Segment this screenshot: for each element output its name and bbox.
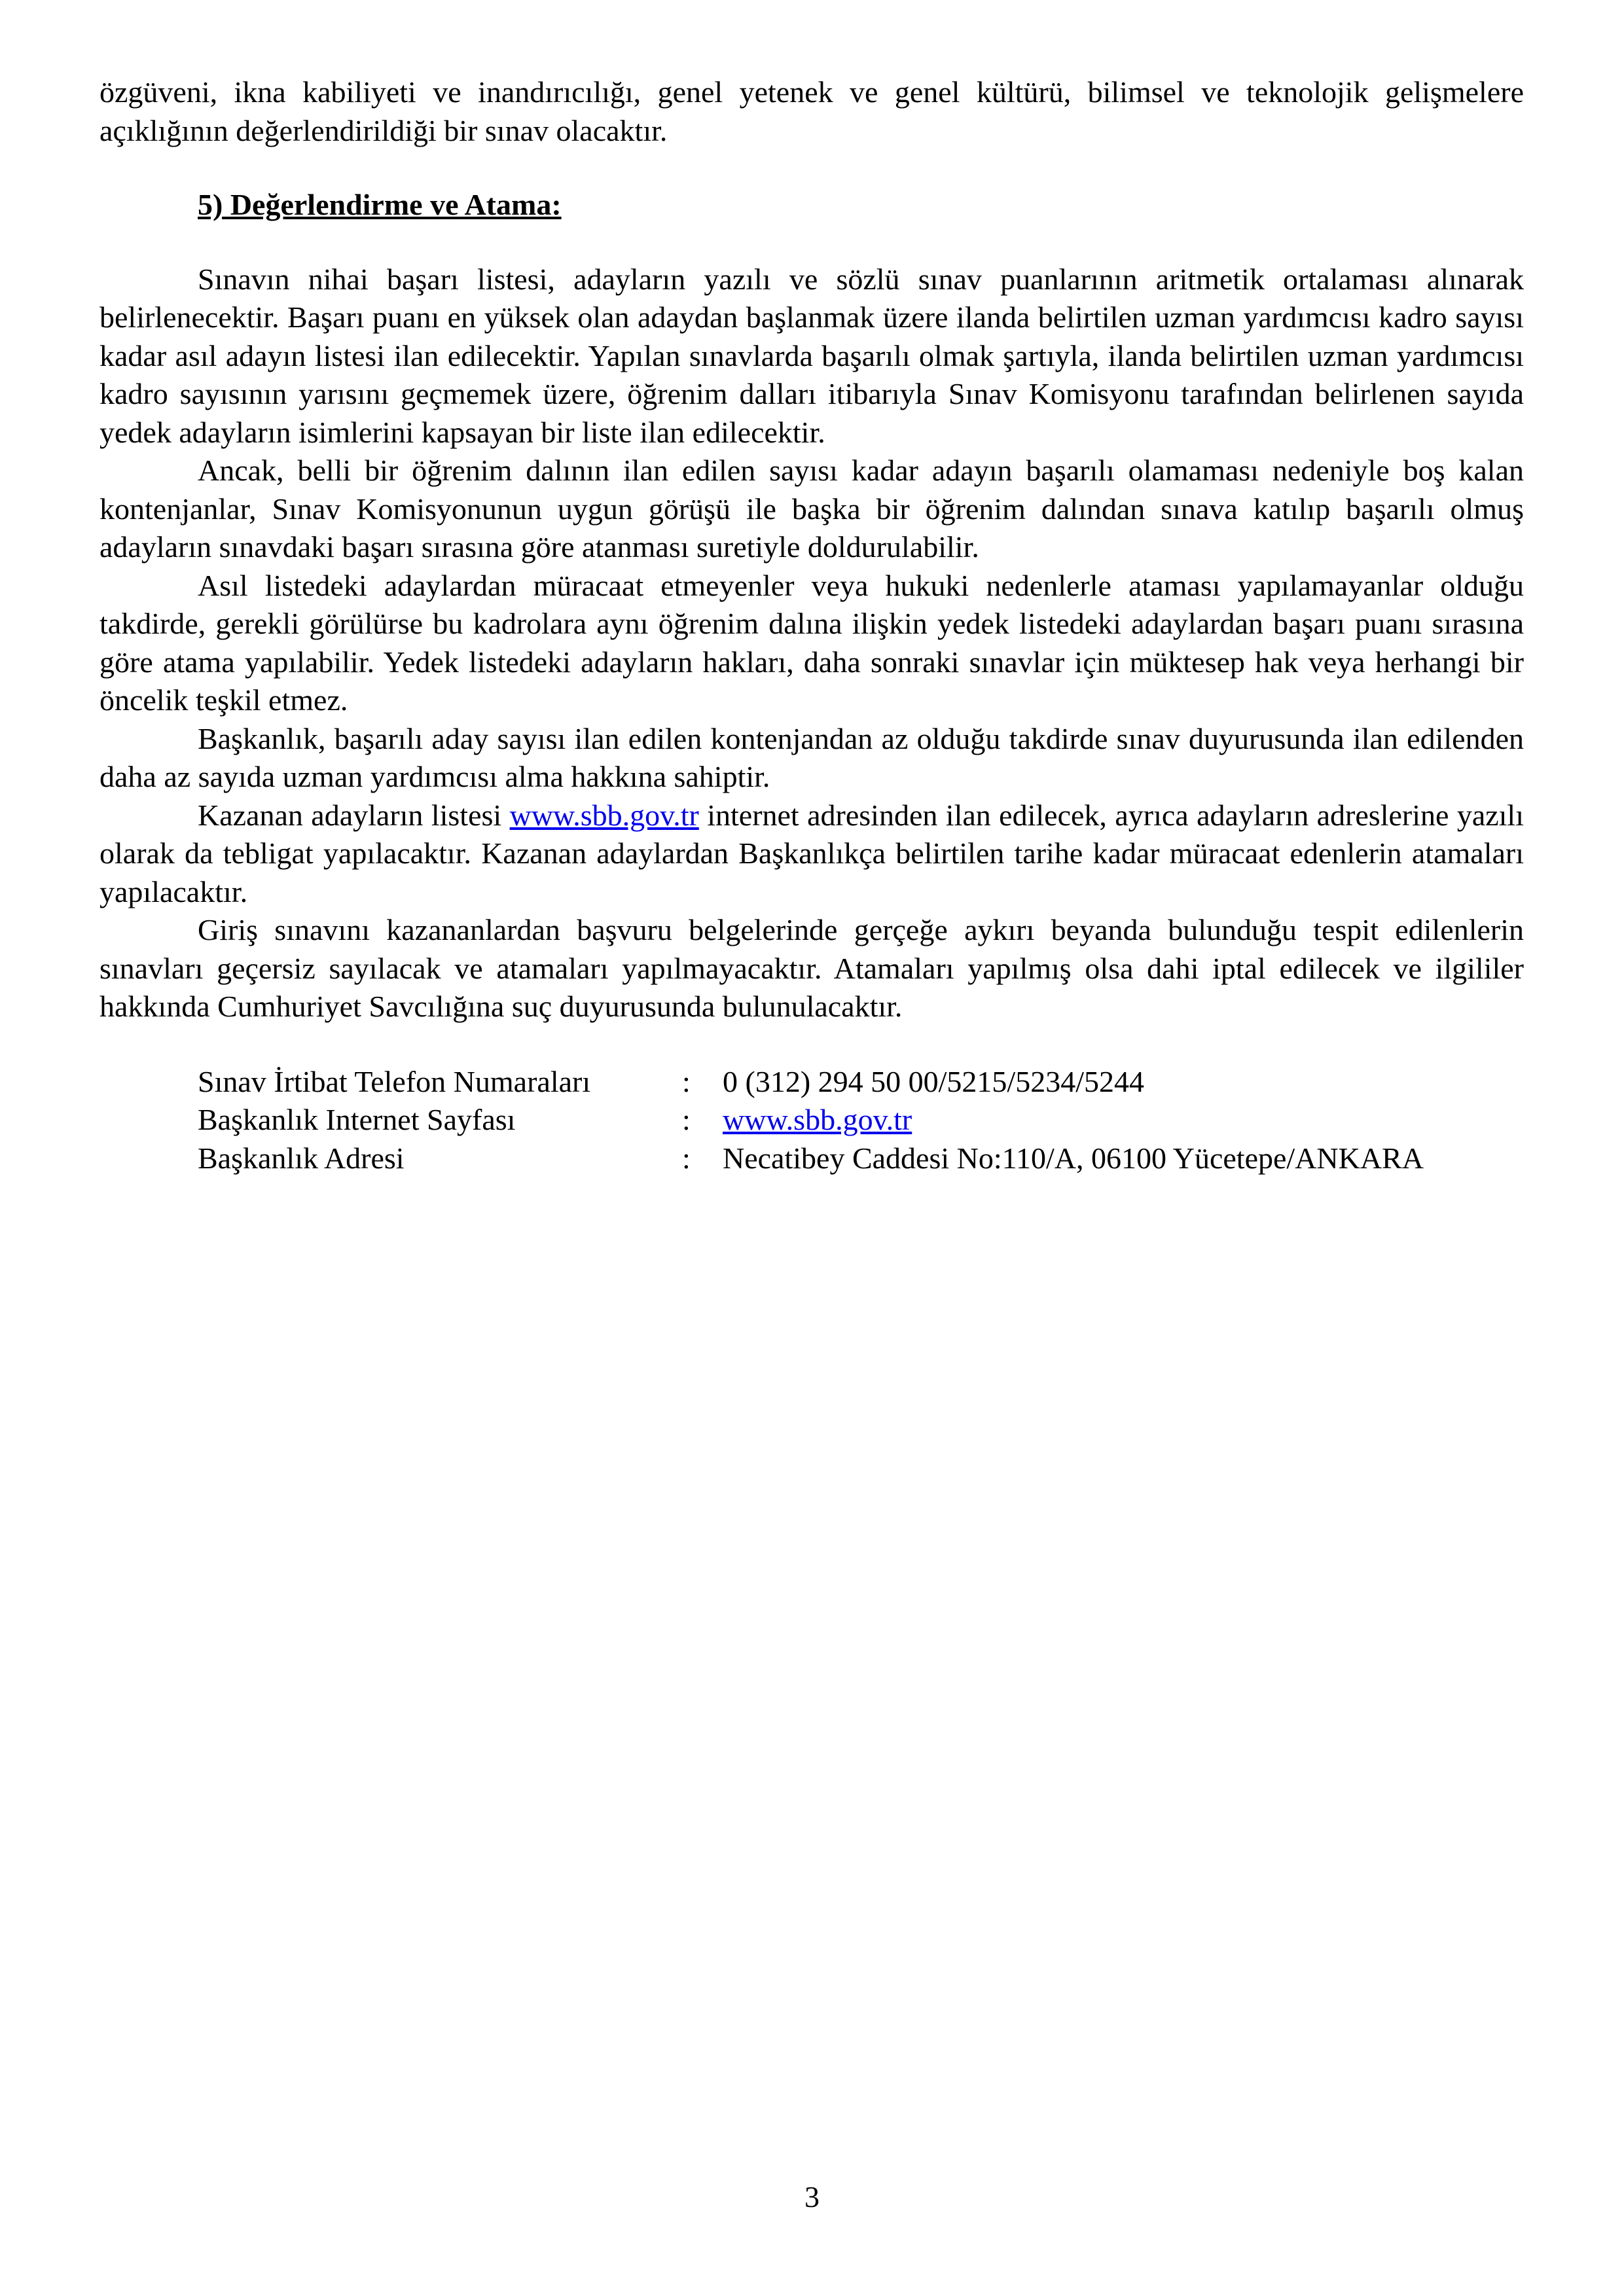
- contact-row-phone: [198, 1063, 1524, 1102]
- phone-value: 0 (312) 294 50 00/5215/5234/5244: [723, 1064, 1144, 1098]
- phone-label: Sınav İrtibat Telefon Numaraları: [198, 1064, 591, 1098]
- address-value: Necatibey Caddesi No:110/A, 06100 Yücetepe/ANKARA: [723, 1141, 1424, 1175]
- paragraph-vacant-quota: Ancak, belli bir öğrenim dalının ilan edilen sayısı kadar adayın başarılı olamaması nedeniyle boş kalan kontenjanlar, Sınav Komisyonunun uygun görüşü ile başka bir öğrenim dalından sınava katılıp başarılı olmuş adayların sınavdaki başarı sırasına göre atanması suretiyle doldurulabilir.: [99, 454, 1524, 564]
- page-number: 3: [804, 2180, 820, 2214]
- address-separator: :: [682, 1141, 691, 1175]
- intro-paragraph: özgüveni, ikna kabiliyeti ve inandırıcılığı, genel yetenek ve genel kültürü, bilimsel ve teknolojik gelişmelere açıklığının değerlendirildiği bir sınav olacaktır.: [99, 75, 1524, 147]
- paragraph-reserve-list: Asıl listedeki adaylardan müracaat etmeyenler veya hukuki nedenlerle ataması yapılamayanlar olduğu takdirde, gerekli görülürse bu kadrolara aynı öğrenim dalına ilişkin yedek listedeki adaylardan başarı puanı sırasına göre atama yapılabilir. Yedek listedeki adayların hakları, daha sonraki sınavlar için müktesep hak veya herhangi bir öncelik teşkil etmez.: [99, 568, 1524, 717]
- contact-row-website: [198, 1101, 1524, 1139]
- address-label: Başkanlık Adresi: [198, 1141, 405, 1175]
- phone-separator: :: [682, 1064, 691, 1098]
- website-label: Başkanlık Internet Sayfası: [198, 1103, 516, 1136]
- winners-text-before: Kazanan adayların listesi: [198, 798, 510, 832]
- website-value-link[interactable]: www.sbb.gov.tr: [723, 1103, 912, 1136]
- document-page: [99, 73, 1524, 1177]
- paragraph-false-declaration: Giriş sınavını kazananlardan başvuru belgelerinde gerçeğe aykırı beyanda bulunduğu tespit edilenlerin sınavları geçersiz sayılacak ve atamaları yapılmayacaktır. Atamaları yapılmış olsa dahi iptal edilecek ve ilgililer hakkında Cumhuriyet Savcılığına suç duyurusunda bulunulacaktır.: [99, 913, 1524, 1023]
- website-link[interactable]: www.sbb.gov.tr: [509, 798, 699, 832]
- paragraph-presidency-right: Başkanlık, başarılı aday sayısı ilan edilen kontenjandan az olduğu takdirde sınav duyurusunda ilan edilenden daha az sayıda uzman yardımcısı alma hakkına sahiptir.: [99, 721, 1524, 793]
- paragraph-final-list: Sınavın nihai başarı listesi, adayların yazılı ve sözlü sınav puanlarının aritmetik ortalaması alınarak belirlenecektir. Başarı puanı en yüksek olan adaydan başlanmak üzere ilanda belirtilen uzman yardımcısı kadro sayısı kadar asıl adayın listesi ilan edilecektir. Yapılan sınavlarda başarılı olmak şartıyla, ilanda belirtilen uzman yardımcısı kadro sayısının yarısını geçmemek üzere, öğrenim dalları itibarıyla Sınav Komisyonu tarafından belirlenen sayıda yedek adayların isimlerini kapsayan bir liste ilan edilecektir.: [99, 262, 1524, 449]
- winners-text-after: internet adresinden ilan edilecek, ayrıca adayların adreslerine yazılı olarak da tebligat yapılacaktır. Kazanan adaylardan Başkanlıkça belirtilen tarihe kadar müracaat edenlerin atamaları yapılacaktır.: [99, 798, 1524, 908]
- contact-row-address: [198, 1139, 1524, 1178]
- website-separator: :: [682, 1103, 691, 1136]
- contact-info: [198, 1063, 1524, 1178]
- section-heading: 5) Değerlendirme ve Atama:: [198, 188, 562, 221]
- paragraph-winners-announcement: [99, 797, 1524, 912]
